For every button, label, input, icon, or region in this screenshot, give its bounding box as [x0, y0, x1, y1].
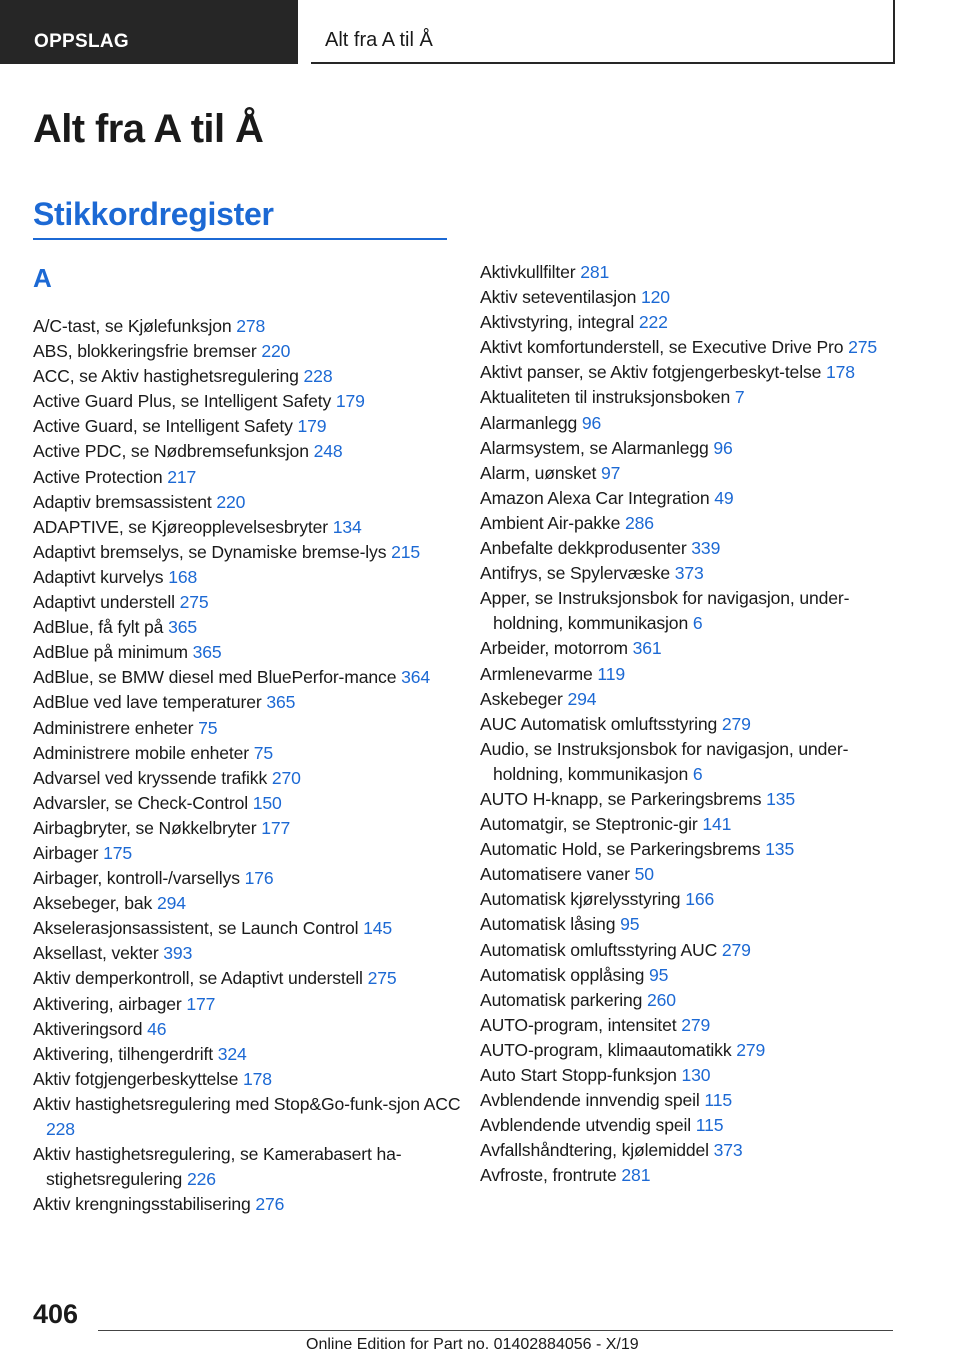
index-entry [33, 540, 463, 565]
entry-text: Adaptiv bremsassistent [33, 491, 212, 512]
entry-text: AUTO-program, intensitet [480, 1014, 677, 1035]
index-entry [33, 941, 463, 966]
entry-page-link[interactable]: 365 [168, 617, 197, 638]
entry-page-link[interactable]: 275 [367, 968, 397, 989]
index-entry [480, 1088, 900, 1113]
entry-page-link[interactable]: 364 [401, 667, 430, 688]
entry-text: AdBlue, få fylt på [33, 617, 164, 638]
index-entry [33, 439, 463, 464]
entry-text: Askebeger [480, 688, 563, 709]
entry-text: Administrere mobile enheter [33, 742, 249, 763]
entry-page-link[interactable]: 95 [620, 914, 640, 935]
entry-text: AdBlue på minimum [33, 642, 188, 663]
entry-page-link[interactable]: 177 [261, 817, 291, 838]
index-entry [33, 1067, 463, 1092]
index-entry [33, 916, 463, 941]
index-entry [480, 561, 900, 586]
entry-text: Anbefalte dekkprodusenter [480, 538, 687, 559]
index-entry [33, 490, 463, 515]
entry-page-link[interactable]: 275 [179, 592, 209, 613]
entry-page-link[interactable]: 168 [168, 566, 198, 587]
entry-page-link[interactable]: 324 [217, 1043, 247, 1064]
entry-text: AUC Automatisk omluftsstyring [480, 713, 718, 734]
entry-text: Automatic Hold, se Parkeringsbrems [480, 839, 761, 860]
index-entry [33, 465, 463, 490]
entry-page-link[interactable]: 115 [704, 1090, 732, 1111]
entry-text: Adaptivt understell [33, 592, 175, 613]
entry-page-link[interactable]: 75 [198, 717, 218, 738]
index-entry [33, 866, 463, 891]
index-entry [480, 1038, 900, 1063]
entry-page-link[interactable]: 281 [621, 1165, 651, 1186]
entry-text: Aktiv hastighetsregulering med Stop&Go-funk-sjon ACC [33, 1093, 461, 1114]
entry-page-link[interactable]: 393 [163, 943, 193, 964]
entry-text: Ambient Air-pakke [480, 512, 621, 533]
entry-text: Aktivering, airbager [33, 993, 182, 1014]
index-entry [480, 1013, 900, 1038]
entry-page-link[interactable]: 276 [255, 1194, 285, 1215]
footer-text: Online Edition for Part no. 01402884056 - X/19 [306, 1336, 639, 1353]
entry-page-link[interactable]: 141 [702, 814, 732, 835]
index-entry [480, 1138, 900, 1163]
index-column-right [480, 260, 900, 1188]
entry-page-link[interactable]: 248 [313, 441, 343, 462]
entry-text: Automatisere vaner [480, 864, 630, 885]
entry-text: Adaptivt kurvelys [33, 566, 164, 587]
index-entry [480, 837, 900, 862]
index-entry [480, 988, 900, 1013]
entry-text: Advarsel ved kryssende trafikk [33, 767, 268, 788]
entry-text: Aktivt panser, se Aktiv fotgjengerbeskyt-telse [480, 362, 822, 383]
entry-text: Armlenevarme [480, 663, 593, 684]
entry-text: AdBlue, se BMW diesel med BluePerfor-mance [33, 667, 397, 688]
entry-page-link[interactable]: 279 [721, 713, 751, 734]
index-entry [480, 536, 900, 561]
entry-page-link[interactable]: 96 [581, 412, 602, 433]
entry-page-link[interactable]: 260 [647, 989, 676, 1010]
entry-page-link[interactable]: 135 [765, 839, 795, 860]
index-entry [33, 590, 463, 615]
entry-page-link[interactable]: 75 [253, 742, 274, 763]
index-entry [480, 887, 900, 912]
entry-page-link[interactable]: 6 [692, 613, 703, 634]
entry-page-link[interactable]: 176 [244, 868, 274, 889]
index-entry [33, 791, 463, 816]
entry-page-link[interactable]: 6 [692, 763, 703, 784]
index-entry [33, 565, 463, 590]
entry-text: Aktiv demperkontroll, se Adaptivt understell [33, 968, 363, 989]
entry-page-link[interactable]: 294 [567, 688, 597, 709]
entry-page-link[interactable]: 286 [624, 512, 654, 533]
index-entry [33, 1042, 463, 1067]
entry-text: ABS, blokkeringsfrie bremser [33, 341, 257, 362]
index-entry [33, 690, 463, 715]
page-number: 406 [33, 1299, 79, 1329]
entry-text: Adaptivt bremselys, se Dynamiske bremse-lys [33, 541, 387, 562]
entry-page-link[interactable]: 228 [46, 1119, 75, 1139]
entry-text: ADAPTIVE, se Kjøreopplevelsesbryter [33, 516, 328, 537]
index-entry [33, 766, 463, 791]
index-entry [480, 436, 900, 461]
index-entry [33, 716, 463, 741]
index-entry [480, 737, 900, 787]
entry-text: Aksebeger, bak [33, 893, 153, 914]
index-entry [480, 912, 900, 937]
entry-page-link[interactable]: 217 [167, 466, 197, 487]
entry-text: Aktualiteten til instruksjonsboken [480, 387, 731, 408]
index-entry [33, 741, 463, 766]
entry-text: Arbeider, motorrom [480, 638, 628, 659]
entry-page-link[interactable]: 365 [266, 692, 296, 713]
index-entry [480, 862, 900, 887]
entry-text: Aktiv fotgjengerbeskyttelse [33, 1068, 239, 1089]
index-entry [33, 816, 463, 841]
entry-text: Aktiv seteventilasjon [480, 287, 637, 308]
index-entry [480, 662, 900, 687]
index-entry [480, 385, 900, 410]
index-column-left [33, 314, 463, 1217]
entry-page-link[interactable]: 134 [332, 516, 362, 537]
entry-page-link[interactable]: 373 [713, 1140, 743, 1161]
entry-page-link[interactable]: 50 [634, 864, 654, 885]
entry-text: Audio, se Instruksjonsbok for navigasjon, under-holdning, kommunikasjon [480, 738, 849, 784]
index-entry [480, 687, 900, 712]
index-entry [33, 515, 463, 540]
footer-rule [98, 1330, 893, 1331]
entry-text: Automatisk låsing [480, 914, 616, 935]
entry-text: AUTO-program, klimaautomatikk [480, 1039, 732, 1060]
entry-page-link[interactable]: 177 [186, 993, 216, 1014]
index-heading: Stikkordregister [33, 196, 274, 232]
index-entry [480, 335, 900, 360]
index-entry [480, 1163, 900, 1188]
page-title: Alt fra A til Å [33, 107, 264, 151]
index-entry [480, 787, 900, 812]
entry-text: Active Protection [33, 466, 163, 487]
index-entry [33, 1192, 463, 1217]
entry-page-link[interactable]: 120 [641, 287, 670, 308]
index-entry [33, 1092, 463, 1142]
entry-text: AdBlue ved lave temperaturer [33, 692, 262, 713]
index-entry [480, 636, 900, 661]
entry-page-link[interactable]: 150 [252, 792, 282, 813]
entry-page-link[interactable]: 215 [391, 541, 421, 562]
entry-text: Apper, se Instruksjonsbok for navigasjon, under-holdning, kommunikasjon [480, 588, 850, 634]
index-entry [480, 411, 900, 436]
entry-text: Airbagbryter, se Nøkkelbryter [33, 817, 257, 838]
section-label: OPPSLAG [34, 31, 130, 52]
index-entry [480, 260, 900, 285]
entry-page-link[interactable]: 365 [192, 642, 222, 663]
entry-text: Aksellast, vekter [33, 943, 159, 964]
index-entry [480, 963, 900, 988]
index-entry [480, 486, 900, 511]
entry-text: Aktivt komfortunderstell, se Executive Drive Pro [480, 337, 844, 358]
entry-text: Airbager, kontroll-/varsellys [33, 868, 240, 889]
entry-page-link[interactable]: 294 [156, 893, 186, 914]
index-entry [480, 712, 900, 737]
entry-text: Automatisk parkering [480, 989, 643, 1010]
index-entry [480, 461, 900, 486]
entry-text: Automatisk omluftsstyring AUC [480, 939, 718, 960]
index-entry [33, 665, 463, 690]
index-entry [33, 891, 463, 916]
entry-text: Avfroste, frontrute [480, 1165, 617, 1186]
index-entry [33, 615, 463, 640]
entry-page-link[interactable]: 119 [597, 663, 625, 684]
entry-text: Auto Start Stopp-funksjon [480, 1065, 677, 1085]
entry-page-link[interactable]: 145 [363, 918, 393, 939]
entry-page-link[interactable]: 97 [600, 462, 621, 483]
entry-page-link[interactable]: 179 [335, 391, 365, 412]
entry-page-link[interactable]: 130 [681, 1065, 711, 1085]
entry-text: Antifrys, se Spylervæske [480, 563, 670, 584]
entry-text: Alarm, uønsket [480, 462, 597, 483]
entry-text: Avfallshåndtering, kjølemiddel [480, 1140, 709, 1161]
entry-page-link[interactable]: 175 [103, 842, 132, 863]
entry-page-link[interactable]: 279 [736, 1039, 766, 1060]
entry-text: Active PDC, se Nødbremsefunksjon [33, 441, 309, 462]
chapter-label: Alt fra A til Å [325, 29, 433, 51]
entry-text: Aktiveringsord [33, 1018, 143, 1039]
section-tab [0, 0, 298, 64]
entry-text: Active Guard, se Intelligent Safety [33, 416, 293, 437]
entry-text: Advarsler, se Check-Control [33, 792, 248, 813]
entry-page-link[interactable]: 220 [216, 491, 246, 512]
entry-text: Automatisk opplåsing [480, 964, 645, 985]
entry-page-link[interactable]: 373 [674, 563, 704, 584]
index-entry [33, 966, 463, 991]
entry-text: Aktivkullfilter [480, 262, 576, 282]
index-entry [33, 389, 463, 414]
entry-page-link[interactable]: 49 [714, 487, 734, 508]
index-entry [480, 812, 900, 837]
entry-page-link[interactable]: 226 [186, 1169, 216, 1190]
entry-text: AUTO H-knapp, se Parkeringsbrems [480, 788, 762, 809]
index-entry [33, 314, 463, 339]
entry-text: Avblendende innvendig speil [480, 1090, 700, 1111]
entry-page-link[interactable]: 222 [638, 312, 668, 333]
entry-page-link[interactable]: 281 [580, 262, 610, 282]
entry-text: Aktivering, tilhengerdrift [33, 1043, 213, 1064]
index-entry [33, 364, 463, 389]
entry-page-link[interactable]: 278 [236, 316, 266, 336]
entry-page-link[interactable]: 115 [695, 1115, 724, 1136]
entry-text: Aktivstyring, integral [480, 312, 635, 333]
entry-page-link[interactable]: 166 [685, 889, 715, 910]
index-entry [33, 1017, 463, 1042]
entry-page-link[interactable]: 228 [303, 366, 333, 387]
entry-text: ACC, se Aktiv hastighetsregulering [33, 366, 299, 387]
entry-page-link[interactable]: 361 [632, 638, 662, 659]
entry-page-link[interactable]: 270 [271, 767, 301, 788]
entry-text: Avblendende utvendig speil [480, 1115, 691, 1136]
entry-page-link[interactable]: 279 [681, 1014, 711, 1035]
entry-page-link[interactable]: 7 [734, 387, 745, 408]
entry-text: Active Guard Plus, se Intelligent Safety [33, 391, 332, 412]
entry-page-link[interactable]: 339 [691, 538, 721, 559]
heading-rule [33, 238, 447, 240]
index-entry [480, 1063, 900, 1088]
index-entry [480, 1113, 900, 1138]
entry-page-link[interactable]: 179 [297, 416, 327, 437]
chapter-header [311, 0, 895, 64]
index-entry [480, 360, 900, 385]
entry-text: Alarmsystem, se Alarmanlegg [480, 437, 709, 458]
index-entry [33, 640, 463, 665]
entry-page-link[interactable]: 96 [713, 437, 733, 458]
entry-text: Automatisk kjørelysstyring [480, 889, 681, 910]
entry-text: Airbager [33, 842, 99, 863]
index-entry [33, 1142, 463, 1192]
entry-page-link[interactable]: 178 [242, 1068, 272, 1089]
entry-text: Akselerasjonsassistent, se Launch Control [33, 918, 359, 939]
index-entry [480, 310, 900, 335]
entry-page-link[interactable]: 220 [261, 341, 291, 362]
index-entry [33, 992, 463, 1017]
index-letter: A [33, 263, 52, 293]
entry-page-link[interactable]: 178 [826, 362, 855, 383]
index-entry [480, 285, 900, 310]
entry-text: Alarmanlegg [480, 412, 578, 433]
entry-page-link[interactable]: 46 [147, 1018, 167, 1039]
entry-text: Aktiv hastighetsregulering, se Kamerabasert ha-stighetsregulering [33, 1144, 402, 1190]
entry-text: Administrere enheter [33, 717, 194, 738]
entry-page-link[interactable]: 275 [848, 337, 878, 358]
entry-text: A/C-tast, se Kjølefunksjon [33, 316, 232, 336]
entry-page-link[interactable]: 279 [721, 939, 751, 960]
index-entry [33, 414, 463, 439]
entry-text: Aktiv krengningsstabilisering [33, 1194, 251, 1215]
index-entry [33, 841, 463, 866]
entry-page-link[interactable]: 95 [649, 964, 669, 985]
index-entry [480, 586, 900, 636]
entry-page-link[interactable]: 135 [766, 788, 796, 809]
index-entry [480, 511, 900, 536]
index-entry [33, 339, 463, 364]
entry-text: Automatgir, se Steptronic-gir [480, 814, 698, 835]
index-entry [480, 938, 900, 963]
entry-text: Amazon Alexa Car Integration [480, 487, 710, 508]
